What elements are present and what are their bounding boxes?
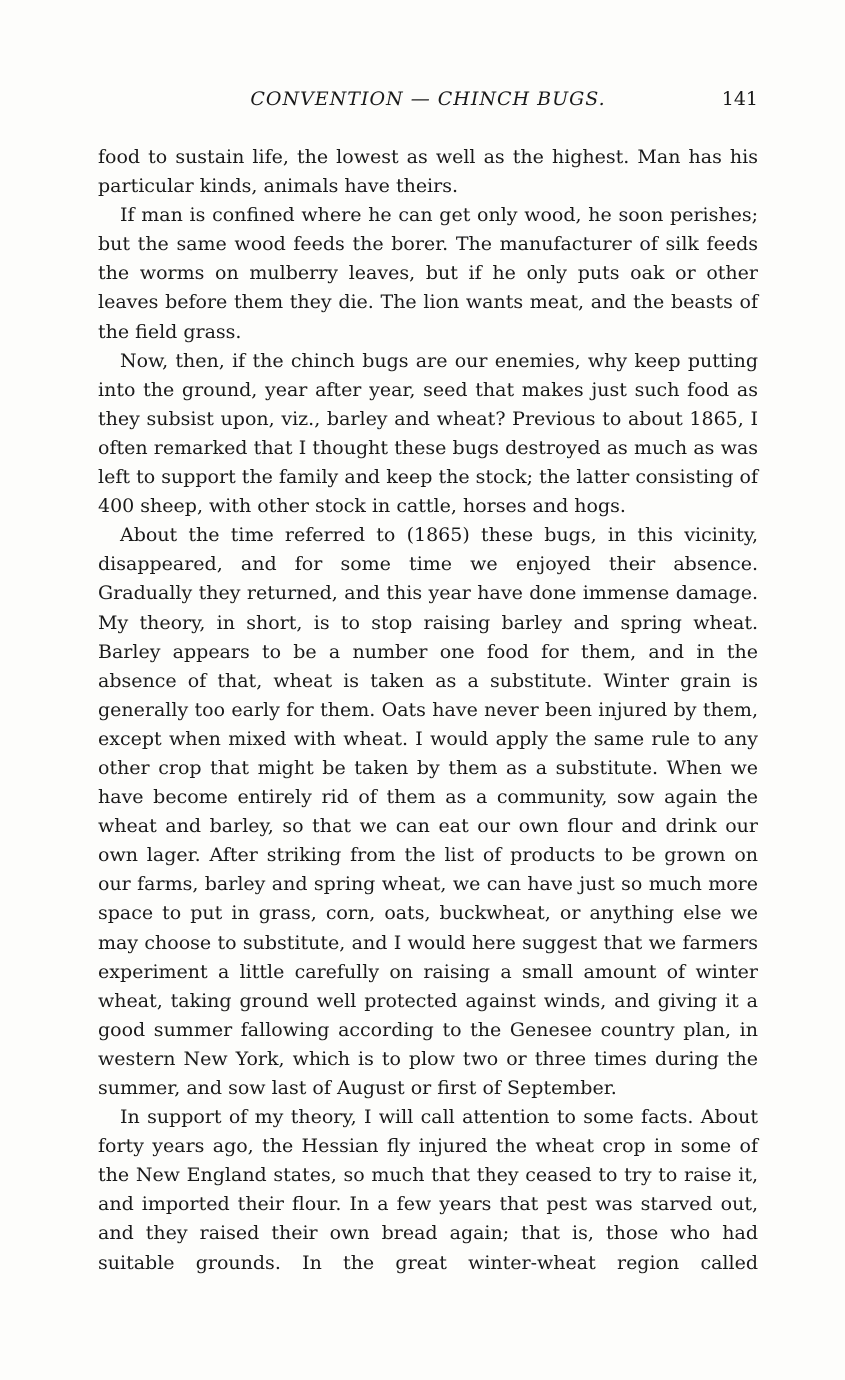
paragraph: food to sustain life, the lowest as well as the highest. Man has his particular kinds, animals have theirs.	[98, 146, 758, 198]
paragraph: Now, then, if the chinch bugs are our enemies, why keep putting into the ground, year after year, seed that makes just such food as they subsist upon, viz., barley and wheat? Previous to about 1865, I often remarked that I thought these bugs destroyed as much as was left to support the family and keep the stock; the latter consisting of 400 sheep, with other stock in cattle, horses and hogs.	[98, 349, 758, 518]
paragraph: About the time referred to (1865) these bugs, in this vicinity, disappeared, and for some time we enjoyed their absence. Gradually they returned, and this year have done immense damage. My theory, in short, is to stop raising barley and spring wheat. Barley appears to be a number one food for them, and in the absence of that, wheat is taken as a substitute. Winter grain is generally too early for them. Oats have never been injured by them, except when mixed with wheat. I would apply the same rule to any other crop that might be taken by them as a substitute. When we have become entirely rid of them as a community, sow again the wheat and barley, so that we can eat our own flour and drink our own lager. After striking from the list of products to be grown on our farms, barley and spring wheat, we can have just so much more space to put in grass, corn, oats, buckwheat, or anything else we may choose to substitute, and I would here suggest that we farmers experiment a little carefully on raising a small amount of winter wheat, taking ground well protected against winds, and giving it a good summer fallowing according to the Genesee country plan, in western New York, which is to plow two or three times during the summer, and sow last of August or first of September.	[98, 524, 758, 1099]
running-title: CONVENTION — CHINCH BUGS.	[250, 88, 606, 110]
paragraph: In support of my theory, I will call attention to some facts. About forty years ago, the Hessian fly injured the wheat crop in some of the New England states, so much that they ceased to try to raise it, and imported their flour. In a few years that pest was starved out, and they raised their own bread again; that is, those who had suitable grounds. In the great winter-wheat region called	[98, 1106, 758, 1274]
running-head	[98, 88, 758, 118]
body-text	[98, 143, 758, 1278]
page-number: 141	[721, 88, 758, 110]
paragraph: If man is confined where he can get only wood, he soon perishes; but the same wood feeds the borer. The manufacturer of silk feeds the worms on mulberry leaves, but if he only puts oak or other leaves before them they die. The lion wants meat, and the beasts of the field grass.	[98, 204, 758, 343]
